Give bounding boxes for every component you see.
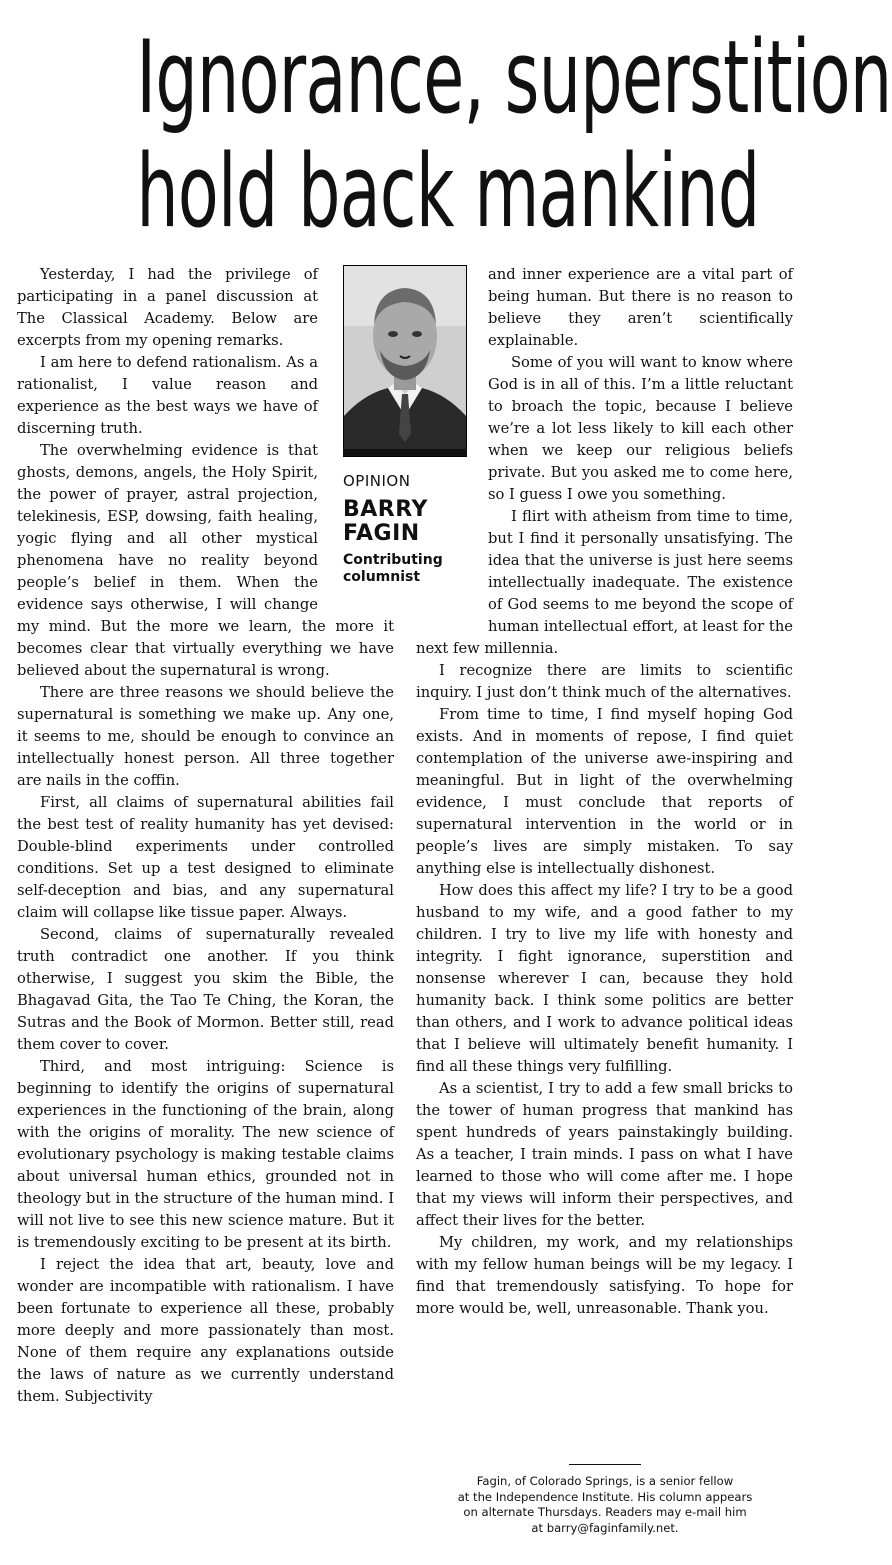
article-column-1	[17, 264, 394, 1551]
paragraph: From time to time, I find myself hoping God exists. And in moments of repose, I find quiet contemplation of the universe awe-inspiring and meaningful. But in light of the overwhelming evidence, I must conclude that reports of supernatural intervention in the world or in people’s lives are simply mistaken. To say anything else is intellectually dishonest.	[416, 706, 793, 877]
footer-line-3: on alternate Thursdays. Readers may e-mail him	[463, 1505, 747, 1519]
opinion-tag: OPINION	[343, 472, 411, 490]
paragraph: I flirt with atheism from time to time, but I find it personally unsatisfying. The idea that the universe is just here seems intellectually inadequate. The existence of God seems to me beyond the scope of human intellectual effort, at least for the next few millennia.	[416, 508, 793, 657]
paragraph: There are three reasons we should believe the supernatural is something we make up. Any one, it seems to me, should be enough to convince an intellectually honest person. All three together are nails in the coffin.	[17, 684, 394, 789]
byline-wrap-spacer	[416, 264, 488, 634]
paragraph: As a scientist, I try to add a few small bricks to the tower of human progress that mankind has spent hundreds of years painstakingly building. As a teacher, I train minds. I pass on what I have learned to those who will come after me. I hope that my views will inform their perspectives, and affect their lives for the better.	[416, 1080, 793, 1229]
paragraph: I recognize there are limits to scientific inquiry. I just don’t think much of the alternatives.	[416, 662, 793, 701]
paragraph: and inner experience are a vital part of being human. But there is no reason to believe they aren’t scientifically explainable.	[488, 266, 793, 349]
headline-line-2: hold back mankind	[136, 132, 760, 250]
author-last-name: FAGIN	[343, 521, 420, 546]
paragraph: I reject the idea that art, beauty, love and wonder are incompatible with rationalism. I have been fortunate to experience all these, probably more deeply and more passionately than most. None of them require any explanations outside the laws of nature as we currently understand them. Subjectivity	[17, 1256, 394, 1405]
author-role-line-2: columnist	[343, 569, 421, 585]
footer-line-4: at barry@faginfamily.net.	[531, 1520, 679, 1535]
paragraph: Yesterday, I had the privilege of participating in a panel discussion at The Classical Academy. Below are excerpts from my opening remarks.	[17, 266, 318, 349]
author-role-line-1: Contributing	[343, 552, 443, 568]
author-bio-footer	[426, 1474, 784, 1536]
article-column-2	[416, 264, 793, 1440]
headline-line-1: Ignorance, superstition	[136, 18, 892, 136]
footer-line-2: at the Independence Institute. His column appears	[457, 1489, 753, 1504]
paragraph: Third, and most intriguing: Science is beginning to identify the origins of supernatural experiences in the functioning of the brain, along with the origins of morality. The new science of evolutionary psychology is making testable claims about universal human ethics, grounded not in theology but in the structure of the human mind. I will not live to see this new science mature. But it is tremendously exciting to be present at its birth.	[17, 1058, 394, 1251]
paragraph: My children, my work, and my relationships with my fellow human beings will be my legacy. I find that tremendously satisfying. To hope for more would be, well, unreasonable. Thank you.	[416, 1234, 793, 1317]
footer-divider	[569, 1464, 641, 1465]
paragraph: Second, claims of supernaturally revealed truth contradict one another. If you think otherwise, I suggest you skim the Bible, the Bhagavad Gita, the Tao Te Ching, the Koran, the Sutras and the Book of Mormon. Better still, read them cover to cover.	[17, 926, 394, 1053]
paragraph: Some of you will want to know where God is in all of this. I’m a little reluctant to broach the topic, because I believe we’re a lot less likely to kill each other when we keep our religious beliefs private. But you asked me to come here, so I guess I owe you something.	[488, 354, 793, 503]
headline	[136, 18, 892, 250]
paragraph: First, all claims of supernatural abilities fail the best test of reality humanity has yet devised: Double-blind experiments under controlled conditions. Set up a test designed to eliminate self-deception and bias, and any supernatural claim will collapse like tissue paper. Always.	[17, 794, 394, 921]
author-first-name: BARRY	[343, 497, 428, 522]
paragraph: How does this affect my life? I try to be a good husband to my wife, and a good father to my children. I try to live my life with honesty and integrity. I fight ignorance, superstition and nonsense wherever I can, because they hold humanity back. I think some politics are better than others, and I work to advance political ideas that I believe will ultimately benefit humanity. I find all these things very fulfilling.	[416, 882, 793, 1075]
paragraph: I am here to defend rationalism. As a rationalist, I value reason and experience as the best ways we have of discerning truth.	[17, 354, 318, 437]
footer-line-1: Fagin, of Colorado Springs, is a senior fellow	[476, 1474, 734, 1488]
paragraph: The overwhelming evidence is that ghosts, demons, angels, the Holy Spirit, the power of prayer, astral projection, telekinesis, ESP, dowsing, faith healing, yogic flying and all other mystical phenomena have no reality beyond people’s belief in them. When the evidence says otherwise, I will change my mind. But the more we learn, the more it becomes clear that virtually everything we have believed about the supernatural is wrong.	[17, 442, 394, 679]
